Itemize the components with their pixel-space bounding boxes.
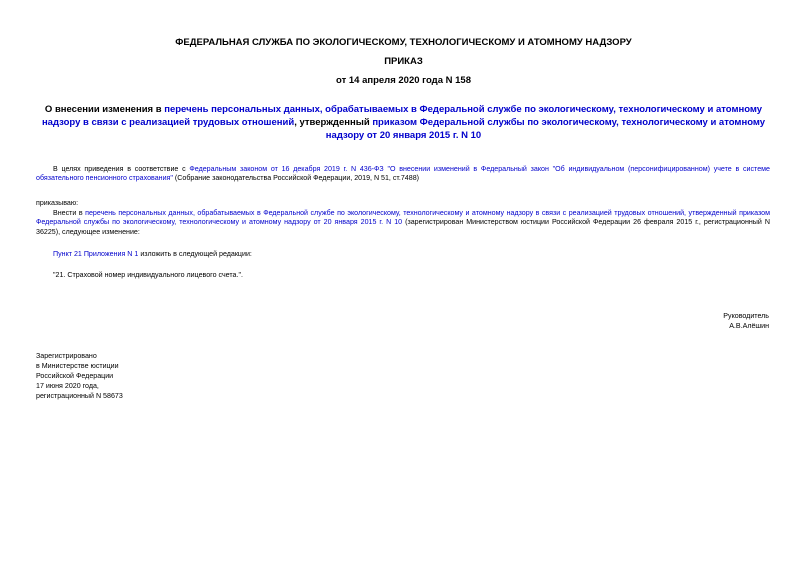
agency-heading: ФЕДЕРАЛЬНАЯ СЛУЖБА ПО ЭКОЛОГИЧЕСКОМУ, ТЕХНОЛОГИЧЕСКОМУ И АТОМНОМУ НАДЗОРУ	[175, 37, 632, 48]
paragraph-preamble	[36, 165, 770, 184]
paragraph-new-wording: "21. Страховой номер индивидуального лицевого счета.".	[53, 271, 243, 279]
paragraph-text: (Собрание законодательства Российской Федерации, 2019, N 51, ст.7488)	[172, 174, 419, 183]
paragraph-text: В целях приведения в соответствие с	[53, 165, 190, 173]
paragraph-amendment	[36, 209, 770, 237]
paragraph-item-21	[53, 250, 252, 259]
title-text: О внесении изменения в	[44, 104, 165, 115]
paragraph-text: изложить в следующей редакции:	[138, 250, 252, 258]
link-personal-data-list[interactable]: перечень персональных данных, обрабатываемых в Федеральной службе по экологическому, технологическому и атомному надзору в связи с реализацией трудовых отношений, утвержденный приказом Федеральной службы по экологическому, технологическому и атомному надзору от 20 января 2015 г. N 10	[36, 209, 770, 227]
title-link-personal-data-list[interactable]: перечень персональных данных, обрабатываемых в Федеральной службе по экологическому, технологическому и атомному надзору в связи с реализацией трудовых отношений	[41, 104, 763, 128]
title-link-order[interactable]: приказом Федеральной службы по экологическому, технологическому и атомному надзору от 20 января 2015 г. N 10	[325, 117, 766, 141]
paragraph-text: Внести в	[53, 209, 86, 217]
paragraph-order-word: приказываю:	[36, 199, 79, 207]
registration-line: Зарегистрировано	[36, 352, 97, 360]
paragraph-text: (зарегистрирован Министерством юстиции Российской Федерации 26 февраля 2015 г., регистрационный N 36225), следующее изменение:	[36, 218, 770, 236]
registration-line: в Министерстве юстиции	[36, 361, 119, 370]
document-date-number: от 14 апреля 2020 года N 158	[336, 75, 471, 86]
signature-block	[723, 311, 769, 331]
link-item-21[interactable]: Пункт 21 Приложения N 1	[53, 250, 139, 258]
registration-line: регистрационный N 58673	[36, 391, 123, 400]
signer-name: А.В.Алёшин	[729, 322, 769, 330]
registration-line: 17 июня 2020 года,	[36, 381, 99, 390]
document-title	[38, 103, 769, 142]
registration-line: Российской Федерации	[36, 371, 114, 380]
document-type: ПРИКАЗ	[384, 56, 423, 67]
signer-position: Руководитель	[723, 312, 769, 320]
registration-block	[36, 352, 123, 402]
link-federal-law[interactable]: Федеральным законом от 16 декабря 2019 г. N 436-ФЗ "О внесении изменений в Федеральный закон "Об индивидуальном (персонифицированном) учете в системе обязательного пенсионного страхования"	[36, 165, 770, 183]
title-text: , утвержденный	[294, 117, 373, 128]
